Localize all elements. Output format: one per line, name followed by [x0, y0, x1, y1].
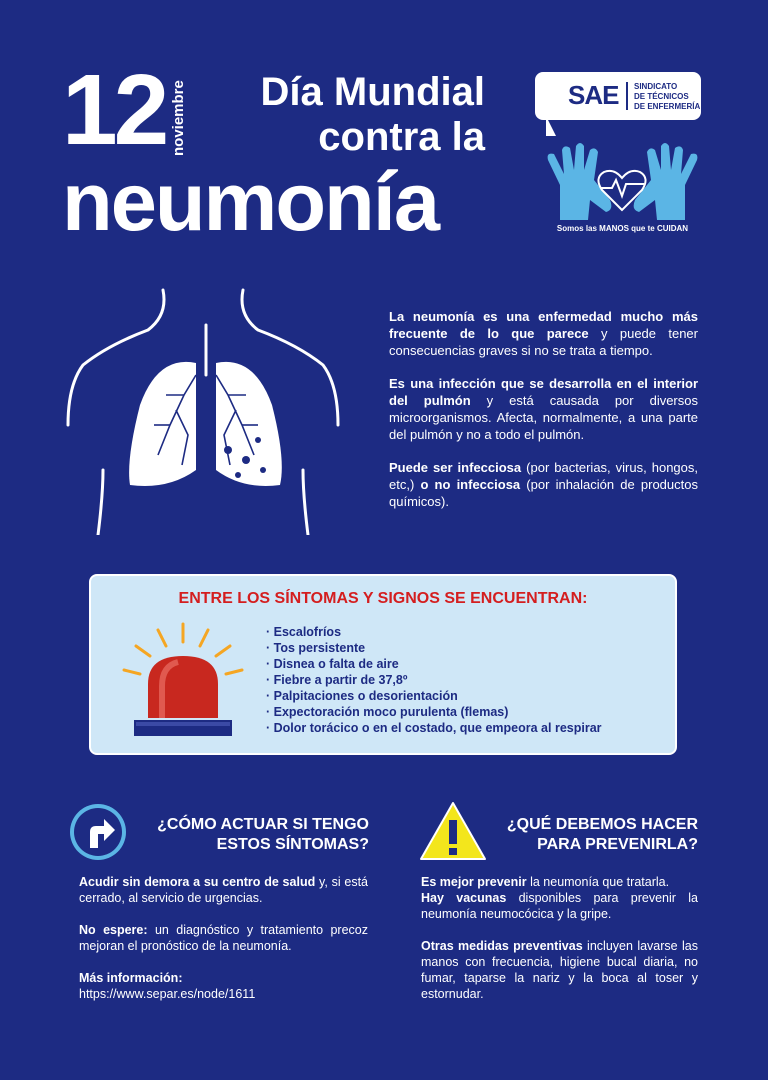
warning-icon [418, 800, 488, 862]
month-label: noviembre [170, 80, 187, 156]
prevent-heading: ¿QUÉ DEBEMOS HACER PARA PREVENIRLA? [506, 816, 698, 853]
logo-text: SINDICATO DE TÉCNICOS DE ENFERMERÍA [634, 82, 701, 111]
more-info-link[interactable]: https://www.separ.es/node/1611 [79, 987, 256, 1001]
hands-heart-icon [540, 140, 705, 222]
symptoms-title: ENTRE LOS SÍNTOMAS Y SIGNOS SE ENCUENTRAN: [178, 590, 588, 607]
logo: SAE [568, 80, 619, 110]
symptoms-list [266, 624, 602, 736]
list-item: · Tos persistente [266, 641, 366, 655]
day-number: 12 [62, 54, 166, 166]
turn-right-arrow-icon [68, 802, 128, 862]
list-item: · Escalofríos [266, 625, 342, 639]
list-item: · Palpitaciones o desorientación [266, 689, 458, 703]
list-item: · Fiebre a partir de 37,8º [266, 673, 408, 687]
prevent-text: Es mejor prevenir la neumonía que tratarla. Hay vacunas disponibles para prevenir la neumonía neumocócica y la gripe. Otras medidas preventivas incluyen lavarse las manos con frecuencia, higiene bucal diaria, no fumar, taparse la nariz y la boca al toser y estornudar. [421, 875, 698, 1001]
act-text: Acudir sin demora a su centro de salud y, si está cerrado, al servicio de urgencias. No espere: un diagnóstico y tratamiento precoz mejoran el pronóstico de la neumonía. Más información: https://www.separ.es/node/1611 [79, 875, 369, 1001]
act-heading: ¿CÓMO ACTUAR SI TENGO ESTOS SÍNTOMAS? [157, 816, 369, 853]
list-item: · Expectoración moco purulenta (flemas) [266, 705, 509, 719]
title-top: Día Mundial contra la [260, 70, 485, 159]
intro-text: La neumonía es una enfermedad mucho más frecuente de lo que parece y puede tener consecuencias graves si no se trata a tiempo. Es una infección que se desarrolla en el interior del pulmón y está causada por diversos microorganismos. Afecta, normalmente, a una parte del pulmón y no a todo el pulmón. Puede ser infecciosa (por bacterias, virus, hongos, etc,) o no infecciosa (por inhalación de productos químicos). [389, 309, 699, 509]
page-title: neumonía [62, 155, 438, 248]
list-item: · Dolor torácico o en el costado, que empeora al respirar [266, 721, 602, 735]
lungs-icon [58, 285, 348, 535]
list-item: · Disnea o falta de aire [266, 657, 399, 671]
siren-icon [118, 620, 248, 740]
slogan: Somos las MANOS que te CUIDAN [556, 224, 689, 233]
